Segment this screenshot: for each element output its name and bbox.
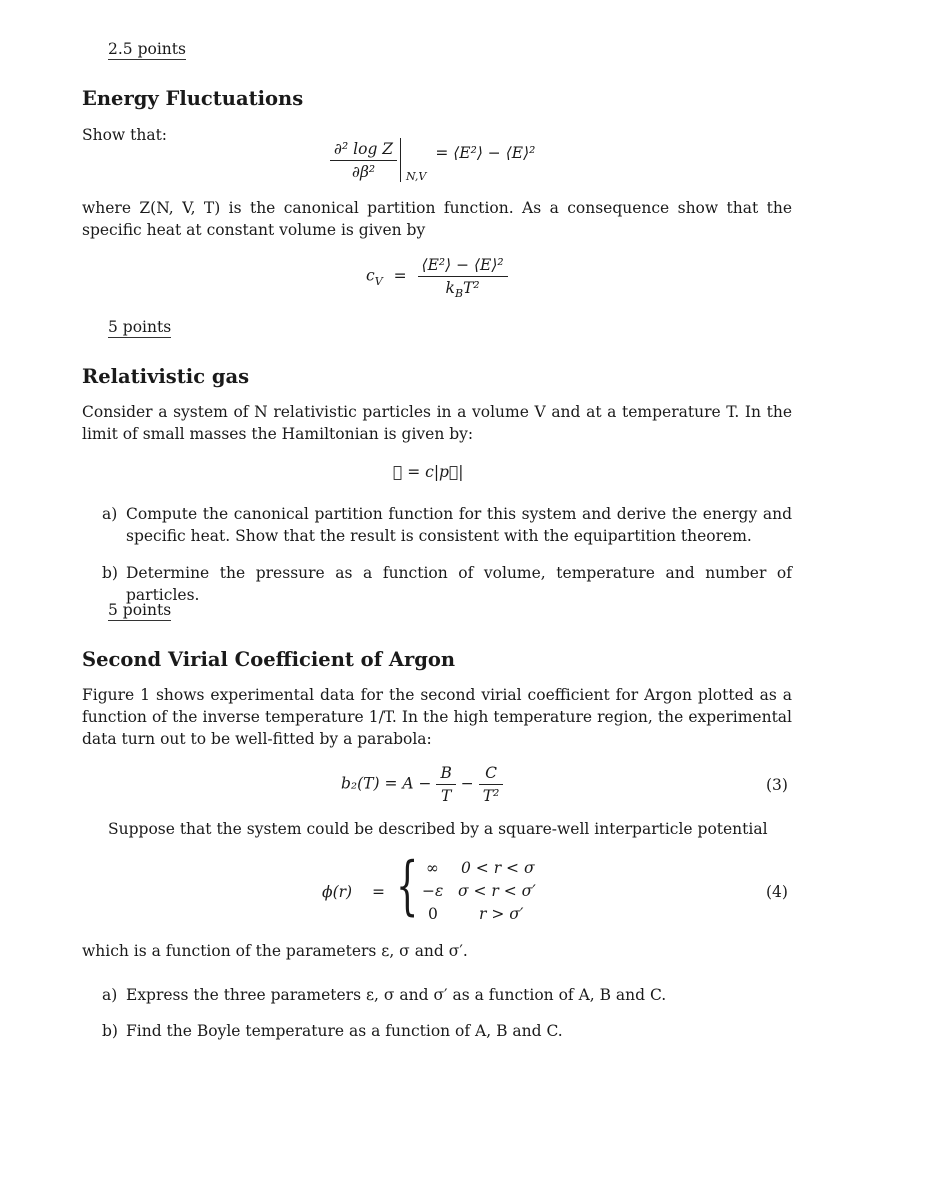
body-text-1: where Z(N, V, T) is the canonical partition function. As a consequence show that the specific heat at constant volume is given by	[82, 199, 792, 239]
equation-number-4: (4)	[766, 883, 788, 901]
case-3-condition: r > σ′	[479, 905, 524, 923]
points-label-3: 5 points	[108, 601, 172, 619]
eq3-minus: −	[460, 774, 474, 793]
question-2b-text: Determine the pressure as a function of volume, temperature and number of particles.	[126, 564, 792, 604]
equation-3	[341, 764, 503, 805]
suppose-text: Suppose that the system could be described by a square-well interparticle potential	[108, 820, 768, 838]
eq4-equals: =	[372, 883, 385, 901]
eq2-equals: =	[393, 266, 407, 285]
points-label-2: 5 points	[108, 318, 172, 336]
parameters-text: which is a function of the parameters ε, σ and σ′.	[82, 942, 468, 960]
eq1-numerator: ∂² log Z	[330, 140, 397, 161]
eq2-lhs: c	[366, 266, 375, 285]
eq2-denominator	[418, 277, 508, 300]
eq3-fraction-1	[436, 764, 455, 805]
question-2a-label: a)	[102, 505, 118, 523]
eq2-den-rest: T²	[463, 279, 480, 297]
eq2-den-subscript: B	[454, 287, 464, 300]
equation-number-3: (3)	[766, 776, 788, 794]
eval-bar	[400, 138, 401, 182]
question-2b-label: b)	[102, 564, 118, 582]
eq3-fraction-2	[479, 764, 504, 805]
eq3-frac2-den: T²	[482, 787, 500, 805]
section-title-energy-fluctuations: Energy Fluctuations	[82, 87, 304, 110]
eq1-rhs: = ⟨E²⟩ − ⟨E⟩²	[435, 144, 536, 162]
eq3-lhs: b₂(T) = A −	[341, 774, 432, 793]
case-3-value: 0	[428, 905, 438, 923]
question-3a-label: a)	[102, 986, 118, 1004]
case-2-value: −ε	[422, 882, 444, 900]
question-2a-text: Compute the canonical partition function for this system and derive the energy and specific heat. Show that the result is consistent with the equipartition theorem.	[126, 505, 792, 545]
question-3b-label: b)	[102, 1022, 118, 1040]
eq3-frac2-num: C	[479, 764, 504, 785]
section-title-relativistic-gas: Relativistic gas	[82, 365, 250, 388]
hamiltonian-equation: ℋ = c|p⃗|	[393, 463, 464, 481]
points-label-1: 2.5 points	[108, 40, 186, 58]
eq2-fraction	[418, 256, 508, 300]
eq1-subscript: N,V	[406, 170, 427, 183]
body-text-2: Consider a system of N relativistic particles in a volume V and at a temperature T. In the limit of small masses the Hamiltonian is given by:	[82, 403, 792, 443]
eq3-frac1-num: B	[436, 764, 455, 785]
question-2a	[102, 503, 792, 547]
question-3b-text: Find the Boyle temperature as a function of A, B and C.	[126, 1022, 563, 1040]
equation-1	[330, 138, 535, 182]
eq4-lhs: ϕ(r)	[322, 883, 353, 901]
body-text-3: Figure 1 shows experimental data for the second virial coefficient for Argon plotted as a function of the inverse temperature 1/T. In the high temperature region, the experimental data turn out to be well-fitted by a parabola:	[82, 686, 792, 748]
case-1-condition: 0 < r < σ	[461, 859, 535, 877]
section-title-virial-coefficient: Second Virial Coefficient of Argon	[82, 648, 456, 671]
question-3a	[102, 984, 792, 1006]
eq1-fraction	[330, 140, 397, 181]
left-brace-icon: {	[396, 849, 419, 923]
eq2-den-k: k	[445, 279, 455, 297]
eq2-lhs-subscript: V	[374, 274, 383, 288]
question-3b	[102, 1020, 792, 1042]
question-3a-text: Express the three parameters ε, σ and σ′ as a function of A, B and C.	[126, 986, 667, 1004]
case-1-value: ∞	[426, 859, 439, 877]
eq2-numerator: ⟨E²⟩ − ⟨E⟩²	[418, 256, 508, 277]
eq1-denominator: ∂β²	[351, 162, 376, 181]
case-2-condition: σ < r < σ′	[458, 882, 536, 900]
question-2b	[102, 562, 792, 606]
intro-text: Show that:	[82, 126, 168, 144]
equation-2	[366, 256, 508, 300]
eq3-frac1-den: T	[440, 787, 452, 805]
